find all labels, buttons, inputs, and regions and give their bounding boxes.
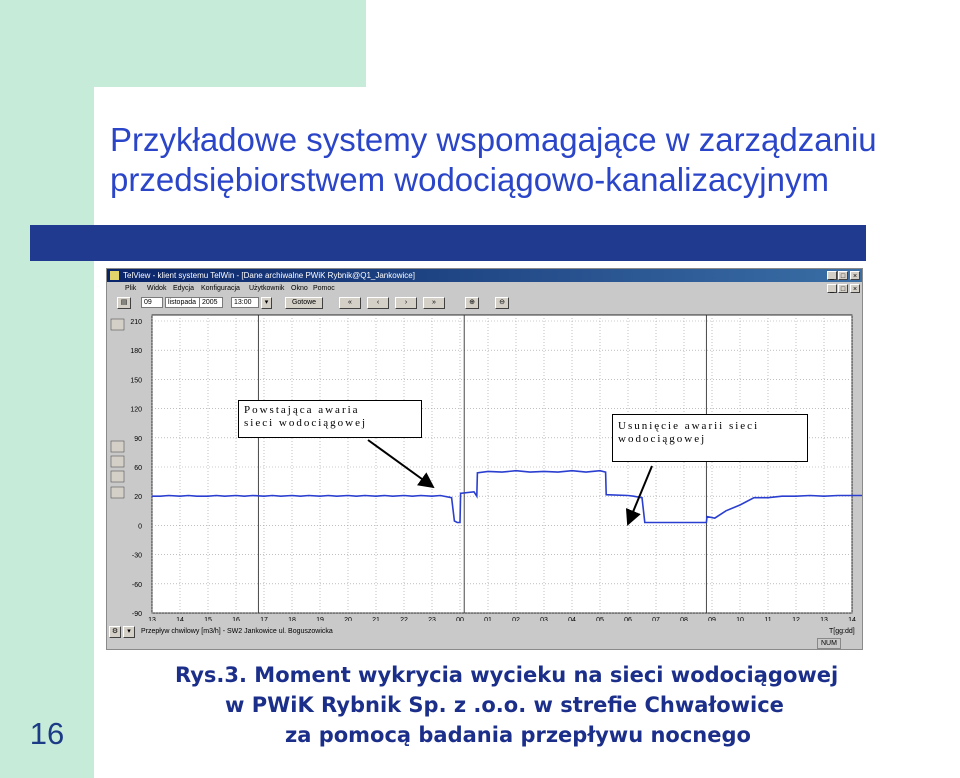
title-line-1: Przykładowe systemy wspomagające w zarządzaniu xyxy=(110,121,877,158)
day-field[interactable]: 09 xyxy=(141,297,163,308)
y-tick-label: -60 xyxy=(131,581,142,589)
forward-fast-icon[interactable]: » xyxy=(423,297,445,309)
menu-konfiguracja[interactable]: Konfiguracja xyxy=(201,285,240,292)
x-tick-label: 21 xyxy=(372,617,380,621)
y-tick-label: -30 xyxy=(131,552,142,560)
menu-widok[interactable]: Widok xyxy=(147,285,167,292)
x-tick-label: 13 xyxy=(148,617,156,621)
x-unit-label: T[gg:dd] xyxy=(829,628,855,635)
x-tick-label: 00 xyxy=(456,617,464,621)
y-tick-label: 210 xyxy=(130,319,142,326)
print-icon[interactable]: ▤ xyxy=(117,297,131,309)
num-indicator: NUM xyxy=(817,638,841,649)
x-tick-label: 17 xyxy=(260,617,268,621)
x-tick-label: 16 xyxy=(232,617,240,621)
child-maximize-icon[interactable]: □ xyxy=(838,284,848,293)
x-tick-label: 14 xyxy=(176,617,184,621)
window-title: TelView - klient systemu TelWin - [Dane archiwalne PWiK Rybnik@Q1_Jankowice] xyxy=(123,271,415,280)
year-field[interactable]: 2005 xyxy=(199,297,223,308)
time-field[interactable]: 13:00 xyxy=(231,297,259,308)
x-tick-label: 12 xyxy=(792,617,800,621)
x-tick-label: 15 xyxy=(204,617,212,621)
menu-uzytkownik[interactable]: Użytkownik xyxy=(249,285,285,292)
annotation-left-line-1: Powstająca awaria xyxy=(244,404,360,416)
rewind-fast-icon[interactable]: « xyxy=(339,297,361,309)
annotation-left-line-2: sieci wodociągowej xyxy=(244,417,368,429)
y-tick-label: 150 xyxy=(130,377,142,385)
x-tick-label: 13 xyxy=(820,617,828,621)
time-dropdown-icon[interactable]: ▾ xyxy=(261,297,272,309)
forward-icon[interactable]: › xyxy=(395,297,417,309)
arrow-left xyxy=(368,440,433,487)
rewind-icon[interactable]: ‹ xyxy=(367,297,389,309)
menu-pomoc[interactable]: Pomoc xyxy=(313,285,335,292)
series-label: Przepływ chwilowy [m3/h] - SW2 Jankowice ul. Boguszowicka xyxy=(141,628,333,635)
x-tick-label: 14 xyxy=(848,617,856,621)
annotation-right-line-1: Usunięcie awarii sieci xyxy=(618,420,760,432)
maximize-icon[interactable]: □ xyxy=(838,271,848,280)
menu-plik[interactable]: Plik xyxy=(125,285,137,292)
zoom-out-icon[interactable]: ⊖ xyxy=(495,297,509,309)
x-tick-label: 02 xyxy=(512,617,520,621)
x-tick-label: 22 xyxy=(400,617,408,621)
x-tick-label: 11 xyxy=(764,617,772,621)
title-line-2: przedsiębiorstwem wodociągowo-kanalizacyjnym xyxy=(110,161,829,198)
caption-line-2: w PWiK Rybnik Sp. z .o.o. w strefie Chwałowice xyxy=(225,693,784,717)
gear-icon[interactable]: ⚙ xyxy=(109,626,121,638)
goto-button[interactable]: Gotowe xyxy=(285,297,323,309)
caption-line-1: Rys.3. Moment wykrycia wycieku na sieci wodociągowej xyxy=(175,663,839,687)
x-tick-label: 06 xyxy=(624,617,632,621)
close-icon[interactable]: × xyxy=(850,271,860,280)
chevron-down-icon[interactable]: ▾ xyxy=(123,626,135,638)
arrow-right xyxy=(628,466,652,524)
y-tick-label: 90 xyxy=(134,435,142,443)
y-tick-label: 20 xyxy=(134,494,142,502)
y-tick-label: 60 xyxy=(134,465,142,472)
x-tick-label: 01 xyxy=(484,617,492,621)
y-tick-label: -90 xyxy=(131,611,142,618)
slide-number: 16 xyxy=(29,716,65,751)
y-tick-label: 120 xyxy=(130,406,142,414)
x-tick-label: 19 xyxy=(316,617,324,621)
x-tick-label: 08 xyxy=(680,617,688,621)
y-tick-label: 0 xyxy=(138,523,142,531)
x-tick-label: 03 xyxy=(540,617,548,621)
child-minimize-icon[interactable]: _ xyxy=(827,284,837,293)
zoom-in-icon[interactable]: ⊕ xyxy=(465,297,479,309)
child-close-icon[interactable]: × xyxy=(850,284,860,293)
menu-edycja[interactable]: Edycja xyxy=(173,285,195,292)
menu-okno[interactable]: Okno xyxy=(291,285,308,292)
figure-caption xyxy=(175,660,838,750)
x-tick-label: 07 xyxy=(652,617,660,621)
month-field[interactable]: listopada xyxy=(165,297,205,308)
x-tick-label: 04 xyxy=(568,617,576,621)
x-tick-label: 20 xyxy=(344,617,352,621)
annotation-right-line-2: wodociągowej xyxy=(618,433,707,445)
x-tick-label: 18 xyxy=(288,617,296,621)
x-tick-label: 05 xyxy=(596,617,604,621)
x-tick-label: 09 xyxy=(708,617,716,621)
minimize-icon[interactable]: _ xyxy=(827,271,837,280)
y-tick-label: 180 xyxy=(130,348,142,356)
caption-line-3: za pomocą badania przepływu nocnego xyxy=(285,723,751,747)
x-tick-label: 10 xyxy=(736,617,744,621)
x-tick-label: 23 xyxy=(428,617,436,621)
